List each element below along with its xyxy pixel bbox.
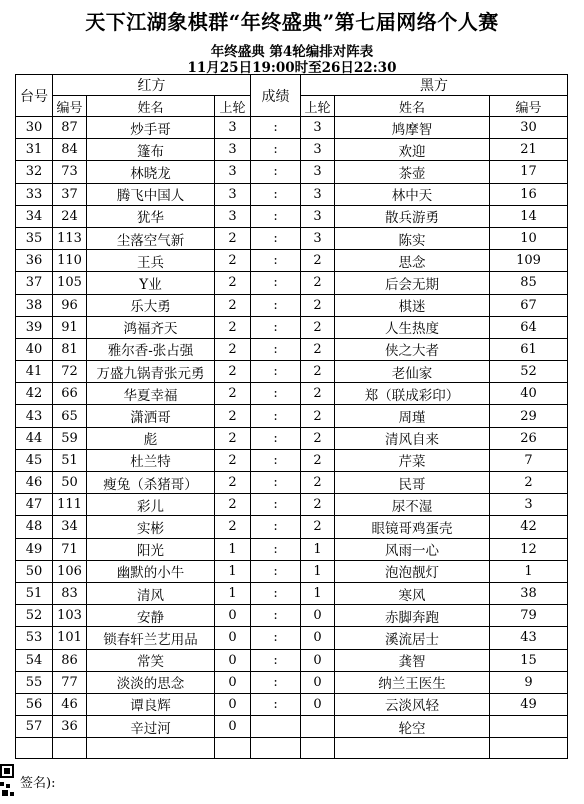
black-name-cell: 芹菜: [335, 449, 490, 471]
red-prev-cell: 3: [215, 183, 251, 205]
black-name-cell: 云淡风轻: [335, 693, 490, 715]
red-no-cell: 84: [53, 139, 87, 161]
black-name-cell: 泡泡靓灯: [335, 560, 490, 582]
table-no-cell: 39: [16, 316, 53, 338]
black-prev-cell: 3: [301, 139, 335, 161]
red-prev-cell: 0: [215, 693, 251, 715]
red-no-cell: 72: [53, 361, 87, 383]
black-name-cell: 寒风: [335, 582, 490, 604]
black-no-cell: 17: [490, 161, 568, 183]
red-no-cell: 91: [53, 316, 87, 338]
result-cell: :: [251, 294, 301, 316]
black-no-cell: 10: [490, 227, 568, 249]
black-name-cell: 民哥: [335, 472, 490, 494]
red-prev-cell: 2: [215, 427, 251, 449]
red-prev-cell: 2: [215, 449, 251, 471]
black-prev-cell: 0: [301, 627, 335, 649]
red-prev-cell: 0: [215, 605, 251, 627]
signature-label: 签名):: [20, 776, 56, 791]
black-no-cell: 42: [490, 516, 568, 538]
red-prev-cell: 2: [215, 272, 251, 294]
black-no-cell: 26: [490, 427, 568, 449]
result-cell: :: [251, 383, 301, 405]
red-prev-cell: 2: [215, 361, 251, 383]
red-no-cell: 105: [53, 272, 87, 294]
result-header: 成绩: [251, 75, 301, 117]
table-no-cell: 41: [16, 361, 53, 383]
result-cell: :: [251, 560, 301, 582]
black-name-header: 姓名: [335, 96, 490, 117]
red-prev-cell: 2: [215, 250, 251, 272]
black-no-cell: 2: [490, 472, 568, 494]
red-name-cell: 万盛九锅青张元勇: [87, 361, 215, 383]
red-name-cell: 篷布: [87, 139, 215, 161]
red-no-cell: 86: [53, 649, 87, 671]
red-prev-cell: 2: [215, 405, 251, 427]
black-name-cell: 纳兰王医生: [335, 671, 490, 693]
black-name-cell: 老仙家: [335, 361, 490, 383]
result-cell: :: [251, 272, 301, 294]
empty-row: [16, 738, 568, 759]
table-row: [16, 316, 568, 338]
red-name-cell: 谭良辉: [87, 693, 215, 715]
black-prev-cell: 2: [301, 449, 335, 471]
empty-cell: [301, 738, 335, 759]
result-cell: :: [251, 627, 301, 649]
black-no-cell: 1: [490, 560, 568, 582]
table-no-cell: 37: [16, 272, 53, 294]
black-no-cell: 30: [490, 117, 568, 139]
red-prev-cell: 2: [215, 316, 251, 338]
black-no-cell: 9: [490, 671, 568, 693]
table-no-cell: 53: [16, 627, 53, 649]
table-no-cell: 46: [16, 472, 53, 494]
red-prev-cell: 0: [215, 716, 251, 738]
table-no-cell: 44: [16, 427, 53, 449]
red-no-cell: 36: [53, 716, 87, 738]
table-row: [16, 361, 568, 383]
red-name-cell: 乐大勇: [87, 294, 215, 316]
table-row: [16, 227, 568, 249]
red-name-cell: 阳光: [87, 538, 215, 560]
red-no-cell: 106: [53, 560, 87, 582]
red-prev-cell: 3: [215, 139, 251, 161]
result-cell: :: [251, 605, 301, 627]
black-name-cell: 陈实: [335, 227, 490, 249]
red-name-cell: 彪: [87, 427, 215, 449]
black-name-cell: 尿不湿: [335, 494, 490, 516]
result-cell: :: [251, 582, 301, 604]
table-row: [16, 272, 568, 294]
empty-cell: [335, 738, 490, 759]
red-prev-cell: 0: [215, 627, 251, 649]
table-no-cell: 48: [16, 516, 53, 538]
red-no-cell: 71: [53, 538, 87, 560]
red-prev-cell: 2: [215, 338, 251, 360]
table-row: [16, 627, 568, 649]
black-no-cell: 14: [490, 205, 568, 227]
black-no-cell: 85: [490, 272, 568, 294]
empty-cell: [53, 738, 87, 759]
red-prev-header: 上轮: [215, 96, 251, 117]
result-cell: :: [251, 183, 301, 205]
table-row: [16, 427, 568, 449]
black-no-cell: 52: [490, 361, 568, 383]
black-prev-cell: 2: [301, 405, 335, 427]
result-cell: :: [251, 516, 301, 538]
red-no-cell: 111: [53, 494, 87, 516]
table-row: [16, 383, 568, 405]
red-no-cell: 51: [53, 449, 87, 471]
black-prev-cell: 2: [301, 294, 335, 316]
red-no-cell: 66: [53, 383, 87, 405]
black-name-cell: 茶壶: [335, 161, 490, 183]
red-prev-cell: 3: [215, 161, 251, 183]
black-name-cell: 思念: [335, 250, 490, 272]
red-name-cell: 瘦兔（杀猪哥）: [87, 472, 215, 494]
black-prev-cell: 3: [301, 117, 335, 139]
black-prev-cell: 0: [301, 693, 335, 715]
black-no-cell: 29: [490, 405, 568, 427]
result-cell: :: [251, 227, 301, 249]
black-prev-cell: 2: [301, 338, 335, 360]
red-name-cell: 清风: [87, 582, 215, 604]
table-no-cell: 35: [16, 227, 53, 249]
table-row: [16, 117, 568, 139]
red-name-cell: Y业: [87, 272, 215, 294]
black-prev-cell: 2: [301, 250, 335, 272]
red-name-cell: 杜兰特: [87, 449, 215, 471]
black-prev-cell: 1: [301, 560, 335, 582]
result-cell: :: [251, 405, 301, 427]
red-prev-cell: 2: [215, 494, 251, 516]
table-no-cell: 54: [16, 649, 53, 671]
red-no-header: 编号: [53, 96, 87, 117]
black-name-cell: 郑（联成彩印）: [335, 383, 490, 405]
red-name-cell: 犹华: [87, 205, 215, 227]
table-row: [16, 250, 568, 272]
red-prev-cell: 1: [215, 560, 251, 582]
table-no-cell: 42: [16, 383, 53, 405]
table-no-cell: 57: [16, 716, 53, 738]
red-no-cell: 77: [53, 671, 87, 693]
black-prev-cell: 1: [301, 538, 335, 560]
result-cell: :: [251, 139, 301, 161]
table-no-cell: 47: [16, 494, 53, 516]
black-no-cell: 38: [490, 582, 568, 604]
result-cell: :: [251, 250, 301, 272]
red-no-cell: 59: [53, 427, 87, 449]
result-cell: :: [251, 427, 301, 449]
black-prev-cell: 3: [301, 205, 335, 227]
black-prev-header: 上轮: [301, 96, 335, 117]
red-name-cell: 华夏幸福: [87, 383, 215, 405]
red-prev-cell: 1: [215, 538, 251, 560]
black-no-cell: 109: [490, 250, 568, 272]
table-no-cell: 34: [16, 205, 53, 227]
red-no-cell: 103: [53, 605, 87, 627]
red-prev-cell: 0: [215, 671, 251, 693]
red-no-cell: 34: [53, 516, 87, 538]
red-prev-cell: 3: [215, 117, 251, 139]
red-name-cell: 王兵: [87, 250, 215, 272]
red-no-cell: 96: [53, 294, 87, 316]
black-name-cell: 眼镜哥鸡蛋壳: [335, 516, 490, 538]
table-no-cell: 43: [16, 405, 53, 427]
black-name-cell: 林中天: [335, 183, 490, 205]
result-cell: :: [251, 693, 301, 715]
red-no-cell: 101: [53, 627, 87, 649]
black-prev-cell: 1: [301, 582, 335, 604]
black-no-cell: 12: [490, 538, 568, 560]
table-row: [16, 560, 568, 582]
page-title: 天下江湖象棋群“年终盛典”第七届网络个人赛: [85, 10, 499, 34]
black-name-cell: 后会无期: [335, 272, 490, 294]
result-cell: :: [251, 205, 301, 227]
red-name-cell: 安静: [87, 605, 215, 627]
time-range: 11月25日19:00时至26日22:30: [187, 60, 397, 76]
black-prev-cell: 0: [301, 671, 335, 693]
table-row: [16, 693, 568, 715]
table-row: [16, 472, 568, 494]
red-name-cell: 林晓龙: [87, 161, 215, 183]
empty-cell: [490, 738, 568, 759]
table-row: [16, 205, 568, 227]
red-prev-cell: 2: [215, 383, 251, 405]
black-prev-cell: 2: [301, 316, 335, 338]
table-no-cell: 50: [16, 560, 53, 582]
black-name-cell: 龚智: [335, 649, 490, 671]
red-name-cell: 鸿福齐天: [87, 316, 215, 338]
black-no-cell: 15: [490, 649, 568, 671]
table-row: [16, 516, 568, 538]
empty-cell: [16, 738, 53, 759]
black-prev-cell: 2: [301, 427, 335, 449]
qr-code-icon: [0, 762, 18, 800]
table-no-cell: 56: [16, 693, 53, 715]
table-row: [16, 294, 568, 316]
black-name-cell: 周瑾: [335, 405, 490, 427]
red-name-cell: 炒手哥: [87, 117, 215, 139]
table-row: [16, 405, 568, 427]
table-row: [16, 183, 568, 205]
table-row: [16, 449, 568, 471]
table-row: [16, 649, 568, 671]
black-prev-cell: 2: [301, 383, 335, 405]
red-side-header: 红方: [53, 75, 251, 96]
red-no-cell: 87: [53, 117, 87, 139]
black-prev-cell: 3: [301, 183, 335, 205]
black-no-cell: 61: [490, 338, 568, 360]
black-name-cell: 侠之大者: [335, 338, 490, 360]
result-cell: :: [251, 671, 301, 693]
red-no-cell: 46: [53, 693, 87, 715]
black-name-cell: 棋迷: [335, 294, 490, 316]
red-no-cell: 37: [53, 183, 87, 205]
black-side-header: 黑方: [301, 75, 568, 96]
red-no-cell: 113: [53, 227, 87, 249]
red-no-cell: 83: [53, 582, 87, 604]
black-prev-cell: 2: [301, 272, 335, 294]
table-no-cell: 49: [16, 538, 53, 560]
table-row: [16, 139, 568, 161]
result-cell: :: [251, 538, 301, 560]
red-name-cell: 辛过河: [87, 716, 215, 738]
table-no-cell: 36: [16, 250, 53, 272]
table-no-cell: 45: [16, 449, 53, 471]
black-prev-cell: 0: [301, 649, 335, 671]
round-subtitle: 年终盛典 第4轮编排对阵表: [210, 44, 374, 60]
result-cell: :: [251, 449, 301, 471]
red-prev-cell: 3: [215, 205, 251, 227]
red-no-cell: 73: [53, 161, 87, 183]
red-prev-cell: 2: [215, 294, 251, 316]
result-cell: :: [251, 161, 301, 183]
red-no-cell: 24: [53, 205, 87, 227]
red-name-cell: 实彬: [87, 516, 215, 538]
red-prev-cell: 1: [215, 582, 251, 604]
result-cell: :: [251, 494, 301, 516]
result-cell: :: [251, 649, 301, 671]
red-prev-cell: 2: [215, 227, 251, 249]
black-name-cell: 风雨一心: [335, 538, 490, 560]
black-no-cell: [490, 716, 568, 738]
table-no-cell: 33: [16, 183, 53, 205]
red-name-cell: 雅尔香-张占强: [87, 338, 215, 360]
table-no-cell: 55: [16, 671, 53, 693]
table-row: [16, 582, 568, 604]
black-prev-cell: 2: [301, 494, 335, 516]
black-no-cell: 49: [490, 693, 568, 715]
empty-cell: [215, 738, 251, 759]
black-prev-cell: 2: [301, 472, 335, 494]
table-row: [16, 716, 568, 738]
black-no-cell: 7: [490, 449, 568, 471]
table-row: [16, 538, 568, 560]
red-name-cell: 锁春轩兰艺用品: [87, 627, 215, 649]
empty-cell: [251, 738, 301, 759]
black-no-cell: 21: [490, 139, 568, 161]
black-prev-cell: 2: [301, 516, 335, 538]
red-name-cell: 淡淡的思念: [87, 671, 215, 693]
table-no-cell: 51: [16, 582, 53, 604]
table-row: [16, 494, 568, 516]
black-name-cell: 人生热度: [335, 316, 490, 338]
black-name-cell: 清风自来: [335, 427, 490, 449]
table-no-cell: 31: [16, 139, 53, 161]
red-name-cell: 尘落空气新: [87, 227, 215, 249]
result-cell: :: [251, 316, 301, 338]
black-prev-cell: [301, 716, 335, 738]
black-no-cell: 43: [490, 627, 568, 649]
result-cell: :: [251, 361, 301, 383]
red-prev-cell: 2: [215, 472, 251, 494]
table-row: [16, 671, 568, 693]
red-no-cell: 50: [53, 472, 87, 494]
table-row: [16, 338, 568, 360]
black-no-cell: 79: [490, 605, 568, 627]
red-name-cell: 彩儿: [87, 494, 215, 516]
red-name-cell: 腾飞中国人: [87, 183, 215, 205]
black-no-cell: 3: [490, 494, 568, 516]
red-no-cell: 81: [53, 338, 87, 360]
table-row: [16, 605, 568, 627]
red-name-header: 姓名: [87, 96, 215, 117]
table-row: [16, 161, 568, 183]
red-no-cell: 65: [53, 405, 87, 427]
red-prev-cell: 0: [215, 649, 251, 671]
pairing-table: [15, 74, 568, 759]
black-no-cell: 40: [490, 383, 568, 405]
result-cell: :: [251, 117, 301, 139]
black-prev-cell: 0: [301, 605, 335, 627]
empty-cell: [87, 738, 215, 759]
result-cell: :: [251, 338, 301, 360]
black-name-cell: 轮空: [335, 716, 490, 738]
table-no-cell: 40: [16, 338, 53, 360]
black-name-cell: 欢迎: [335, 139, 490, 161]
black-prev-cell: 3: [301, 161, 335, 183]
red-name-cell: 常笑: [87, 649, 215, 671]
table-no-cell: 32: [16, 161, 53, 183]
red-prev-cell: 2: [215, 516, 251, 538]
black-no-header: 编号: [490, 96, 568, 117]
red-no-cell: 110: [53, 250, 87, 272]
black-prev-cell: 2: [301, 361, 335, 383]
red-name-cell: 幽默的小牛: [87, 560, 215, 582]
table-no-cell: 38: [16, 294, 53, 316]
black-no-cell: 64: [490, 316, 568, 338]
black-name-cell: 散兵游勇: [335, 205, 490, 227]
red-name-cell: 潇洒哥: [87, 405, 215, 427]
result-cell: :: [251, 472, 301, 494]
black-no-cell: 16: [490, 183, 568, 205]
table-no-header: 台号: [16, 75, 53, 117]
pairing-rows: [16, 117, 568, 759]
table-no-cell: 30: [16, 117, 53, 139]
black-prev-cell: 3: [301, 227, 335, 249]
black-no-cell: 67: [490, 294, 568, 316]
table-no-cell: 52: [16, 605, 53, 627]
black-name-cell: 溪流居士: [335, 627, 490, 649]
black-name-cell: 鸠摩智: [335, 117, 490, 139]
result-cell: [251, 716, 301, 738]
black-name-cell: 赤脚奔跑: [335, 605, 490, 627]
